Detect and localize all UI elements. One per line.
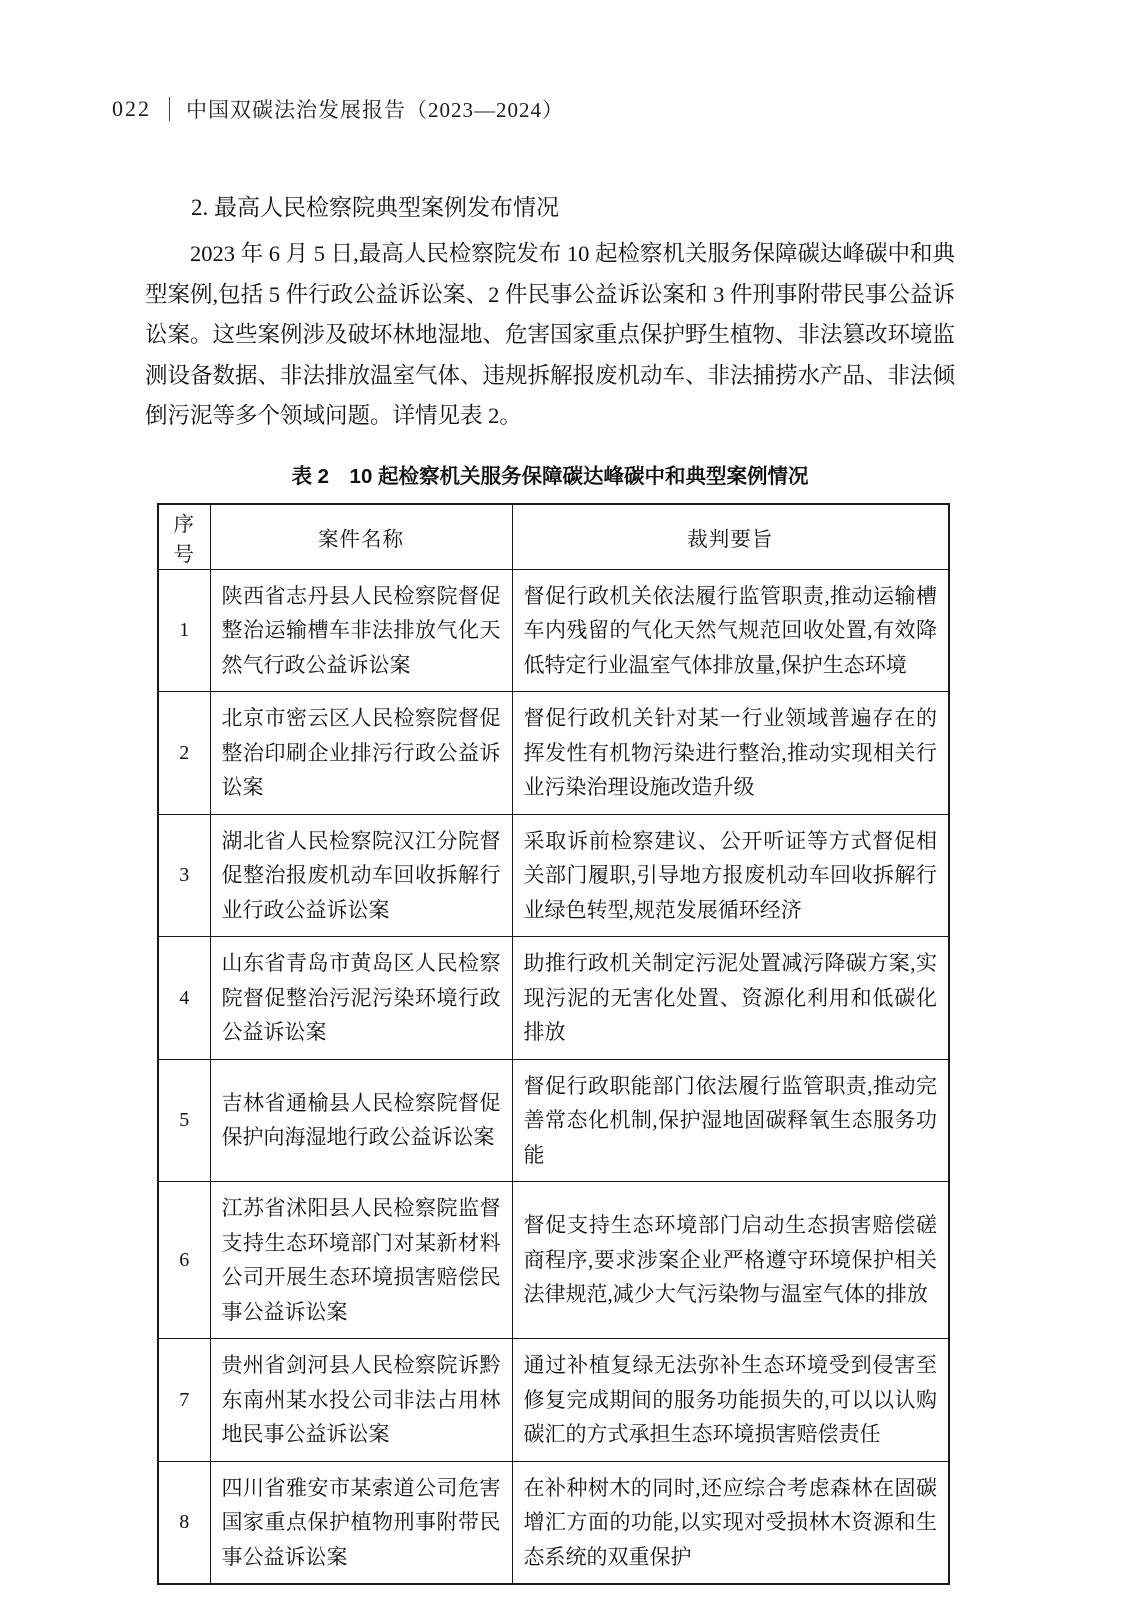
cell-case-name: 湖北省人民检察院汉江分院督促整治报废机动车回收拆解行业行政公益诉讼案 xyxy=(210,814,512,937)
cell-case-number: 1 xyxy=(158,569,210,692)
table-row xyxy=(158,692,949,815)
cell-case-number: 8 xyxy=(158,1461,210,1584)
cell-case-name: 四川省雅安市某索道公司危害国家重点保护植物刑事附带民事公益诉讼案 xyxy=(210,1461,512,1584)
cell-case-gist: 督促支持生态环境部门启动生态损害赔偿磋商程序,要求涉案企业严格遵守环境保护相关法律规范,减少大气污染物与温室气体的排放 xyxy=(512,1182,949,1339)
table-caption: 表 2 10 起检察机关服务保障碳达峰碳中和典型案例情况 xyxy=(291,464,809,488)
cell-case-gist: 采取诉前检察建议、公开听证等方式督促相关部门履职,引导地方报废机动车回收拆解行业绿色转型,规范发展循环经济 xyxy=(512,814,949,937)
cell-case-gist: 在补种树木的同时,还应综合考虑森林在固碳增汇方面的功能,以实现对受损林木资源和生态系统的双重保护 xyxy=(512,1461,949,1584)
table-row xyxy=(158,1461,949,1584)
table-row xyxy=(158,1339,949,1462)
column-header-gist: 裁判要旨 xyxy=(512,504,949,570)
cell-case-number: 6 xyxy=(158,1182,210,1339)
page-content xyxy=(145,188,955,1585)
cell-case-gist: 督促行政机关依法履行监管职责,推动运输槽车内残留的气化天然气规范回收处置,有效降低特定行业温室气体排放量,保护生态环境 xyxy=(512,569,949,692)
cell-case-gist: 助推行政机关制定污泥处置减污降碳方案,实现污泥的无害化处置、资源化利用和低碳化排放 xyxy=(512,937,949,1060)
cell-case-name: 吉林省通榆县人民检察院督促保护向海湿地行政公益诉讼案 xyxy=(210,1059,512,1182)
cell-case-name: 山东省青岛市黄岛区人民检察院督促整治污泥污染环境行政公益诉讼案 xyxy=(210,937,512,1060)
cell-case-gist: 督促行政职能部门依法履行监管职责,推动完善常态化机制,保护湿地固碳释氧生态服务功能 xyxy=(512,1059,949,1182)
table-row xyxy=(158,569,949,692)
cell-case-name: 北京市密云区人民检察院督促整治印刷企业排污行政公益诉讼案 xyxy=(210,692,512,815)
cell-case-number: 2 xyxy=(158,692,210,815)
page-number: 022 xyxy=(112,96,151,121)
cell-case-number: 3 xyxy=(158,814,210,937)
table-header-row xyxy=(158,504,949,570)
case-table xyxy=(157,503,950,1586)
section-heading: 2. 最高人民检察院典型案例发布情况 xyxy=(191,195,559,220)
running-head xyxy=(112,94,564,124)
header-divider xyxy=(169,97,170,121)
table-row xyxy=(158,1182,949,1339)
column-header-no: 序号 xyxy=(158,504,210,570)
cell-case-number: 4 xyxy=(158,937,210,1060)
book-title: 中国双碳法治发展报告（2023—2024） xyxy=(186,98,564,122)
cell-case-name: 陕西省志丹县人民检察院督促整治运输槽车非法排放气化天然气行政公益诉讼案 xyxy=(210,569,512,692)
column-header-name: 案件名称 xyxy=(210,504,512,570)
cell-case-number: 7 xyxy=(158,1339,210,1462)
table-row xyxy=(158,1059,949,1182)
body-paragraph: 2023 年 6 月 5 日,最高人民检察院发布 10 起检察机关服务保障碳达峰碳中和典型案例,包括 5 件行政公益诉讼案、2 件民事公益诉讼案和 3 件刑事附带民事公益诉讼案。这些案例涉及破坏林地湿地、危害国家重点保护野生植物、非法篡改环境监测设备数据、非法排放温室气体、违规拆解报废机动车、非法捕捞水产品、非法倾倒污泥等多个领域问题。详情见表 2。 xyxy=(145,241,956,428)
cell-case-gist: 通过补植复绿无法弥补生态环境受到侵害至修复完成期间的服务功能损失的,可以以认购碳汇的方式承担生态环境损害赔偿责任 xyxy=(512,1339,949,1462)
cell-case-name: 贵州省剑河县人民检察院诉黔东南州某水投公司非法占用林地民事公益诉讼案 xyxy=(210,1339,512,1462)
table-row xyxy=(158,814,949,937)
table-body xyxy=(158,569,949,1584)
cell-case-number: 5 xyxy=(158,1059,210,1182)
cell-case-gist: 督促行政机关针对某一行业领域普遍存在的挥发性有机物污染进行整治,推动实现相关行业污染治理设施改造升级 xyxy=(512,692,949,815)
cell-case-name: 江苏省沭阳县人民检察院监督支持生态环境部门对某新材料公司开展生态环境损害赔偿民事公益诉讼案 xyxy=(210,1182,512,1339)
table-row xyxy=(158,937,949,1060)
